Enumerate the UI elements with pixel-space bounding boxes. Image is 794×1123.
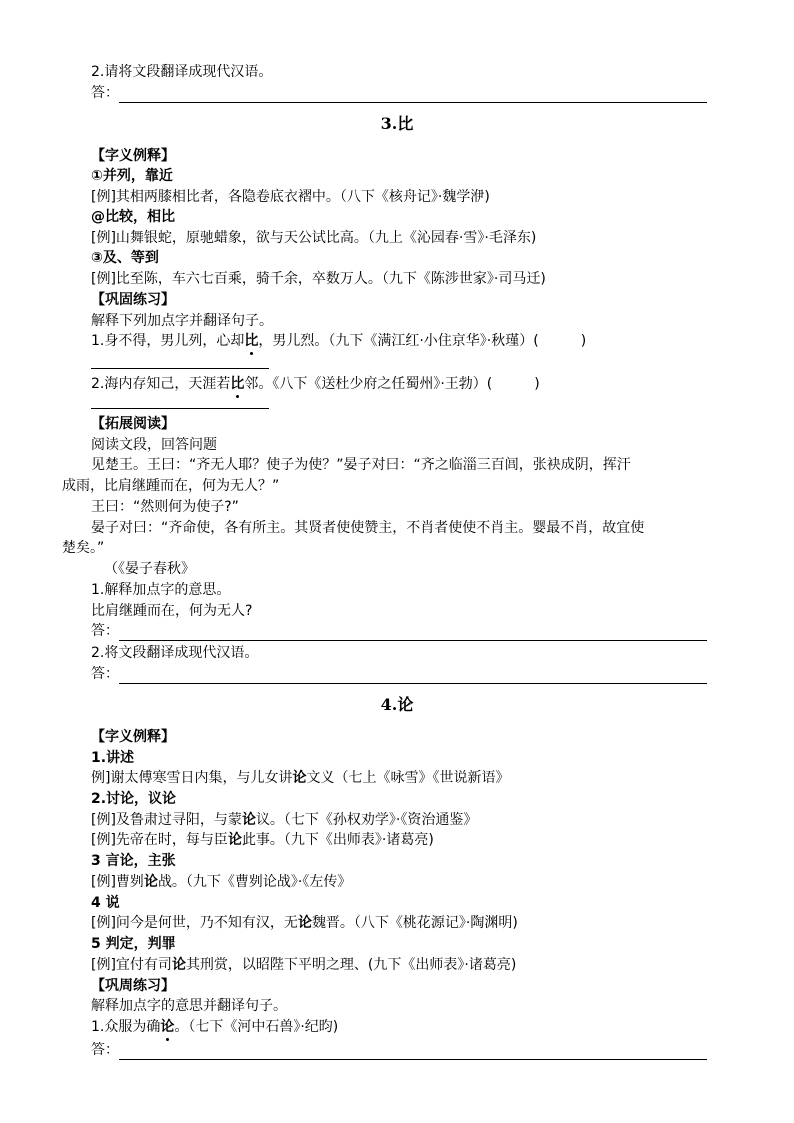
- meaning-item: ①并列，靠近: [91, 168, 173, 184]
- dotted-char: 比: [230, 376, 245, 392]
- meaning-item: 1.讲述: [91, 750, 135, 766]
- question-item: 2.将文段翻译成现代汉语。: [91, 645, 259, 661]
- example-line: [例]问今是何世，乃不知有汉，无论魏晋。（八下《桃花源记》·陶渊明): [91, 915, 518, 931]
- dotted-char: 比: [244, 333, 259, 349]
- section-heading-meaning: 【字义例释】: [91, 148, 175, 164]
- section-title: 4.论: [380, 695, 414, 714]
- bold-char: 论: [143, 874, 158, 890]
- answer-label: 答：: [91, 85, 119, 101]
- meaning-item: 3 言论，主张: [91, 853, 176, 869]
- section-title: 3.比: [380, 114, 414, 133]
- answer-label: 答：: [91, 666, 119, 682]
- example-line: [例]山舞银蛇，原驰蜡象，欲与天公试比高。（九上《沁园春·雪》·毛泽东): [91, 230, 537, 246]
- bold-char: 论: [171, 957, 186, 973]
- example-line: [例]比至陈，车六七百乘，骑千余，卒数万人。（九下《陈涉世家》·司马迁): [91, 271, 546, 287]
- answer-blank[interactable]: [91, 368, 269, 369]
- meaning-item: 2.讨论，议论: [91, 791, 177, 807]
- example-line: [例]先帝在时，每与臣论此事。（九下《出师表》·诸葛亮): [91, 832, 434, 848]
- practice-item: 1.身不得，男儿列，心却比，男儿烈。（九下《满江红·小住京华》·秋瑾）( ): [91, 333, 587, 349]
- example-line: [例]及鲁肃过寻阳，与蒙论议。（七下《孙权劝学》·《资治通鉴》: [91, 812, 478, 828]
- question-item: 1.解释加点字的意思。: [91, 582, 231, 598]
- section-heading-meaning: 【字义例释】: [91, 729, 175, 745]
- answer-line[interactable]: [91, 83, 707, 103]
- meaning-item: 5 判定，判罪: [91, 936, 176, 952]
- reading-instruction: 阅读文段，回答问题: [91, 437, 217, 453]
- bold-char: 论: [227, 832, 242, 848]
- answer-blank[interactable]: [119, 669, 707, 684]
- passage-line: 见楚王。王曰：“齐无人耶？使子为使？”晏子对曰：“齐之临淄三百闾，张袂成阴，挥汗: [91, 457, 631, 473]
- example-line: [例]其相两膝相比者，各隐卷底衣褶中。（八下《核舟记》·魏学洢): [91, 189, 490, 205]
- passage-source: （《晏子春秋》: [104, 561, 195, 577]
- example-line: [例]宜付有司论其刑赏，以昭陛下平明之理、(九下《出师表》·诸葛亮): [91, 957, 517, 973]
- meaning-item: @比较，相比: [91, 209, 175, 225]
- practice-instruction: 解释加点字的意思并翻译句子。: [91, 998, 287, 1014]
- practice-item: 1.众服为确论。（七下《河中石兽》·纪昀): [91, 1019, 339, 1035]
- answer-blank[interactable]: [119, 626, 707, 641]
- answer-blank[interactable]: [119, 88, 707, 103]
- dotted-char: 论: [160, 1019, 175, 1035]
- bold-char: 论: [297, 915, 312, 931]
- answer-line[interactable]: [91, 664, 707, 684]
- passage-line: 成雨，比肩继踵而在，何为无人？”: [62, 478, 280, 494]
- answer-line[interactable]: [91, 621, 707, 641]
- section-heading-practice: 【巩周练习】: [91, 978, 175, 994]
- example-line: 例]谢太傅寒雪日内集，与儿女讲论文义（七上《咏雪》《世说新语》: [91, 770, 510, 786]
- passage-line: 楚矣。”: [62, 540, 105, 556]
- example-line: [例]曹刿论战。（九下《曹刿论战》·《左传》: [91, 874, 352, 890]
- section-heading-extension: 【拓展阅读】: [91, 416, 175, 432]
- bold-char: 论: [241, 812, 256, 828]
- practice-instruction: 解释下列加点字并翻译句子。: [91, 313, 273, 329]
- passage-line: 王曰：“然则何为使子?”: [91, 499, 239, 515]
- meaning-item: 4 说: [91, 895, 120, 911]
- passage-line: 晏子对曰：“齐命使，各有所主。其贤者使使赞主，不肖者使使不肖主。婴最不肖，故宜使: [91, 520, 645, 536]
- answer-label: 答：: [91, 1042, 119, 1058]
- answer-blank[interactable]: [119, 1045, 707, 1060]
- bold-char: 论: [292, 770, 307, 786]
- practice-item: 2.海内存知己，天涯若比邻。《八下《送杜少府之任蜀州》·王勃）( ): [91, 376, 540, 392]
- answer-line[interactable]: [91, 1040, 707, 1060]
- section-heading-practice: 【巩固练习】: [91, 292, 175, 308]
- question-translate: 2.请将文段翻译成现代汉语。: [91, 64, 273, 80]
- question-sentence: 比肩继踵而在，何为无人?: [91, 603, 253, 619]
- answer-label: 答：: [91, 623, 119, 639]
- answer-blank[interactable]: [91, 408, 269, 409]
- meaning-item: ③及、等到: [91, 250, 159, 266]
